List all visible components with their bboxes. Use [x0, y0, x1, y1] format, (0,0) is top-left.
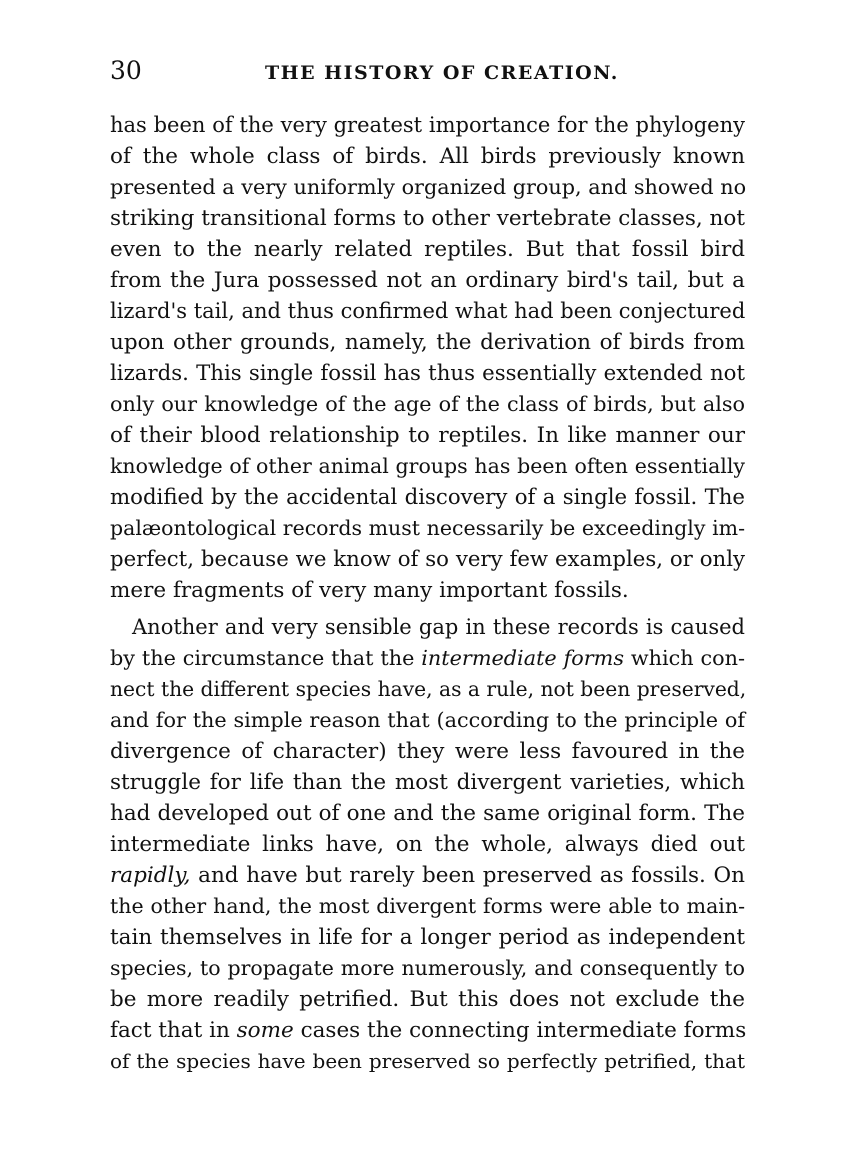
- text-line: has been of the very greatest importance for the phylogeny: [110, 113, 745, 137]
- text-line: from the Jura possessed not an ordinary bird's tail, but a: [110, 268, 745, 293]
- text-line: of their blood relationship to reptiles. In like manner our: [110, 423, 745, 448]
- text-run: by the circumstance that the: [110, 646, 422, 670]
- body-text: [110, 110, 745, 1077]
- text-line: had developed out of one and the same original form. The: [110, 801, 745, 826]
- text-line: only our knowledge of the age of the class of birds, but also: [110, 392, 745, 416]
- text-line: even to the nearly related reptiles. But that fossil bird: [110, 237, 745, 262]
- running-head: [110, 48, 745, 88]
- text-line: upon other grounds, namely, the derivation of birds from: [110, 330, 745, 355]
- text-line: [110, 1015, 745, 1046]
- paragraph-2: [110, 612, 745, 1077]
- text-line: tain themselves in life for a longer period as independent: [110, 925, 745, 950]
- text-line: lizards. This single fossil has thus essentially extended not: [110, 361, 745, 386]
- text-line: [110, 643, 745, 674]
- paragraph-1: [110, 110, 745, 606]
- text-line: the other hand, the most divergent forms were able to main-: [110, 894, 745, 918]
- text-line: divergence of character) they were less favoured in the: [110, 739, 745, 764]
- text-line: modified by the accidental discovery of a single fossil. The: [110, 485, 745, 510]
- text-line: palæontological records must necessarily be exceedingly im-: [110, 516, 745, 540]
- text-line: be more readily petrified. But this does not exclude the: [110, 987, 745, 1012]
- text-line: species, to propagate more numerously, and consequently to: [110, 956, 745, 980]
- text-line: presented a very uniformly organized group, and showed no: [110, 175, 747, 199]
- text-line: and for the simple reason that (according to the principle of: [110, 708, 745, 732]
- text-line: mere fragments of very many important fossils.: [110, 578, 629, 603]
- text-line: intermediate links have, on the whole, always died out: [110, 832, 745, 857]
- text-line: of the whole class of birds. All birds previously known: [110, 144, 745, 169]
- text-line: of the species have been preserved so perfectly petrified, that: [110, 1049, 745, 1073]
- text-line: lizard's tail, and thus confirmed what had been conjectured: [110, 299, 746, 323]
- italic-emphasis: rapidly,: [110, 863, 191, 888]
- italic-emphasis: some: [236, 1018, 294, 1043]
- text-run: and have but rarely been preserved as fossils. On: [190, 863, 745, 888]
- text-run: which con-: [623, 646, 745, 670]
- text-line: striking transitional forms to other vertebrate classes, not: [110, 206, 745, 231]
- page-number: 30: [110, 56, 142, 85]
- text-line: nect the different species have, as a rule, not been preserved,: [110, 677, 747, 701]
- running-title: THE HISTORY OF CREATION.: [265, 62, 619, 84]
- text-line: Another and very sensible gap in these records is caused: [132, 615, 745, 639]
- text-run: cases the connecting intermediate forms: [293, 1018, 747, 1043]
- text-line: struggle for life than the most divergent varieties, which: [110, 770, 745, 795]
- text-line: perfect, because we know of so very few examples, or only: [110, 547, 745, 572]
- text-line: knowledge of other animal groups has been often essentially: [110, 454, 745, 478]
- italic-emphasis: intermediate forms: [421, 646, 624, 670]
- text-run: fact that in: [110, 1018, 237, 1043]
- text-line: [110, 860, 745, 891]
